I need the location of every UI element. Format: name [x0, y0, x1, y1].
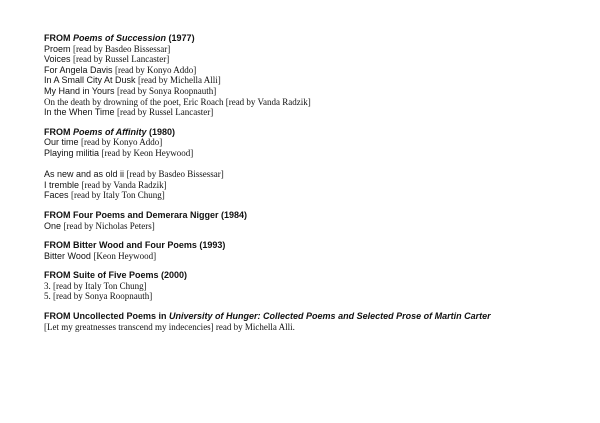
poem-reader: [read by Italy Ton Chung]	[71, 190, 165, 201]
section-heading	[44, 210, 584, 221]
section-heading	[44, 311, 584, 322]
poem-reader: [read by Konyo Addo]	[81, 137, 163, 148]
poem-line	[44, 190, 584, 201]
poem-title: As new and as old ii	[44, 169, 127, 180]
poem-reader: [read by Konyo Addo]	[115, 64, 197, 75]
poem-line	[44, 148, 584, 159]
section-heading	[44, 127, 584, 138]
poem-title: Proem	[44, 43, 74, 54]
section-uncollected-poems	[44, 311, 584, 332]
poem-line	[44, 97, 584, 108]
poem-reader: [read by Basdeo Bissessar]	[126, 169, 224, 180]
poem-reader: [read by Vanda Radzik]	[81, 179, 167, 190]
poem-title: In A Small City At Dusk	[44, 75, 139, 86]
poem-title: 5.	[44, 291, 53, 302]
heading-title: Poems of Succession	[73, 33, 167, 43]
heading-title: Poems of Affinity	[73, 126, 147, 137]
poem-title: In the When Time	[44, 107, 118, 118]
document-body	[44, 33, 584, 341]
poem-title: Our time	[44, 137, 82, 148]
poem-title: One	[44, 220, 64, 231]
poem-line	[44, 44, 584, 55]
heading-prefix: FROM Suite of Five Poems (2000)	[44, 270, 188, 281]
heading-prefix: FROM Uncollected Poems in	[44, 311, 170, 322]
poem-line	[44, 107, 584, 118]
heading-suffix: (1977)	[166, 33, 195, 43]
poem-title: For Angela Davis	[44, 64, 116, 75]
poem-line	[44, 86, 584, 97]
poem-line	[44, 221, 584, 232]
poem-reader: [read by Keon Heywood]	[101, 147, 194, 158]
section-bitter-wood	[44, 240, 584, 261]
section-poems-of-affinity	[44, 127, 584, 201]
heading-prefix: FROM	[44, 126, 73, 137]
section-four-poems-demerara	[44, 210, 584, 231]
poem-reader: [read by Russel Lancaster]	[73, 54, 170, 65]
poem-line	[44, 75, 584, 86]
poem-title: Bitter Wood	[44, 250, 94, 261]
poem-reader: [read by Nicholas Peters]	[63, 220, 155, 231]
section-poems-of-succession	[44, 33, 584, 118]
poem-reader: [read by Sonya Roopnauth]	[53, 291, 153, 302]
poem-line	[44, 65, 584, 76]
poem-line	[44, 169, 584, 180]
section-heading	[44, 270, 584, 281]
poem-reader: [read by Vanda Radzik]	[225, 96, 311, 107]
heading-prefix: FROM Four Poems and Demerara Nigger (1984)	[44, 209, 248, 220]
poem-line	[44, 137, 584, 148]
poem-line	[44, 180, 584, 191]
heading-suffix: (1980)	[146, 126, 176, 137]
blank-line	[44, 159, 584, 170]
poem-reader: [read by Italy Ton Chung]	[53, 280, 147, 291]
heading-title: University of Hunger: Collected Poems and Selected Prose of Martin Carter	[169, 311, 491, 322]
poem-title: On the death by drowning of the poet, Eric Roach	[44, 96, 226, 107]
poem-title: My Hand in Yours	[44, 85, 118, 96]
poem-reader: [Let my greatnesses transcend my indecencies] read by Michella Alli.	[44, 321, 295, 332]
poem-title: I tremble	[44, 179, 82, 190]
heading-prefix: FROM Bitter Wood and Four Poems (1993)	[44, 240, 226, 251]
heading-prefix: FROM	[44, 33, 73, 43]
poem-title: Faces	[44, 190, 72, 201]
poem-line	[44, 322, 584, 333]
poem-line	[44, 291, 584, 302]
poem-reader: [read by Basdeo Bissessar]	[73, 43, 171, 54]
poem-title: Voices	[44, 54, 74, 65]
section-heading	[44, 33, 584, 44]
poem-line	[44, 281, 584, 292]
poem-reader: [read by Michella Alli]	[138, 75, 221, 86]
poem-reader: [read by Sonya Roopnauth]	[117, 85, 217, 96]
poem-line	[44, 251, 584, 262]
section-heading	[44, 240, 584, 251]
poem-title: 3.	[44, 280, 53, 291]
poem-title: Playing militia	[44, 147, 102, 158]
poem-line	[44, 54, 584, 65]
section-suite-of-five-poems	[44, 270, 584, 302]
poem-reader: [Keon Heywood]	[93, 250, 157, 261]
poem-reader: [read by Russel Lancaster]	[117, 107, 214, 118]
